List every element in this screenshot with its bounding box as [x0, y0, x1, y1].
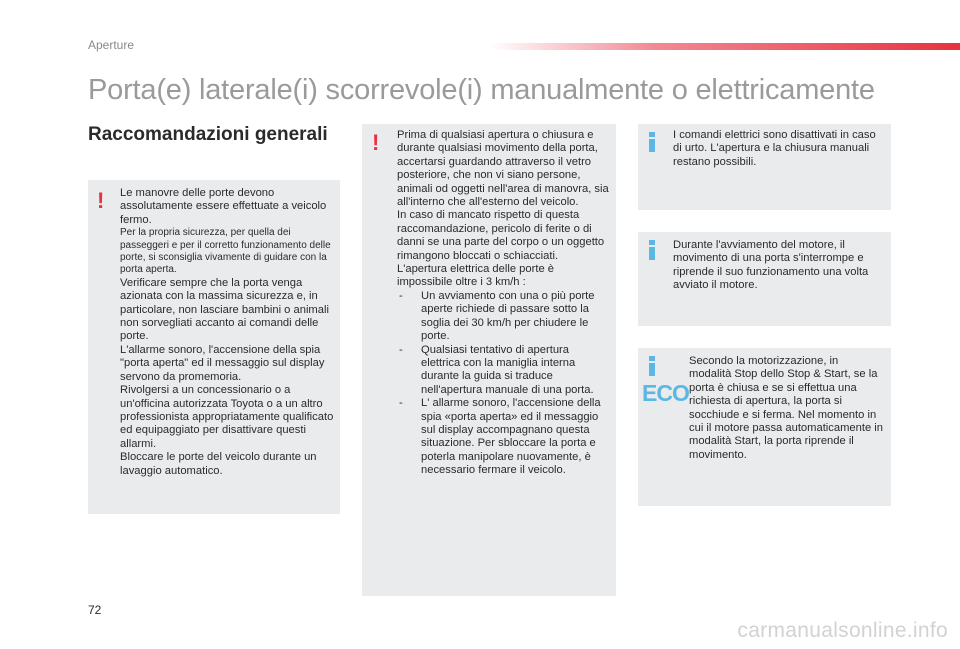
warning-box-general-text: [120, 187, 336, 478]
paragraph: Per la propria sicurezza, per quella dei passeggeri e per il corretto funzionamento delle porte, si sconsiglia vivamente di guidare con la porta aperta.: [120, 227, 331, 276]
page-title: Porta(e) laterale(i) scorrevole(i) manualmente o elettricamente: [88, 74, 875, 106]
warning-icon: !: [372, 130, 380, 155]
section-label: Aperture: [88, 38, 135, 52]
dash: -: [399, 343, 403, 356]
paragraph: Rivolgersi a un concessionario o a un'officina autorizzata Toyota o a un altro professionista appropriatamente qualificato ed equipaggiato per disattivare questi allarmi.: [120, 384, 334, 450]
dash: -: [399, 397, 403, 410]
paragraph: Bloccare le porte del veicolo durante un lavaggio automatico.: [120, 451, 317, 477]
paragraph: In caso di mancato rispetto di questa raccomandazione, pericolo di ferite o di danni se una parte del corpo o un oggetto rimangono bloccati o schiacciati.: [397, 209, 605, 262]
dash-list-item: [397, 397, 611, 477]
dash-list-item: [397, 290, 611, 344]
info-box-stop-start-text: Secondo la motorizzazione, in modalità Stop dello Stop & Start, se la porta è chiusa e se si effettua una richiesta di apertura, la porta si socchiude e si ferma. Nel momento in cui il motore passa automaticamente in modalità Start, la porta riprende il movimento.: [689, 355, 884, 461]
info-icon: [649, 132, 655, 152]
section-heading: Raccomandazioni generali: [88, 124, 328, 145]
dash-list-item: [397, 344, 611, 398]
warning-icon: !: [97, 188, 105, 213]
dash: -: [399, 289, 403, 302]
paragraph: Verificare sempre che la porta venga azionata con la massima sicurezza e, in particolare, non lasciare bambini o animali non sorvegliati accanto ai comandi delle porte.: [120, 276, 329, 343]
list-item-text: L' allarme sonoro, l'accensione della spia «porta aperta» ed il messaggio sul display accompagnano questa situazione. Per sbloccare la porta e poterla manipolare nuovamente, è necessario fermare il veicolo.: [421, 397, 601, 477]
watermark: carmanualsonline.info: [737, 619, 948, 642]
paragraph: Le manovre delle porte devono assolutamente essere effettuate a veicolo fermo.: [120, 187, 327, 226]
warning-box-door-movement-text: [397, 129, 611, 478]
paragraph: L'apertura elettrica delle porte è impossibile oltre i 3 km/h :: [397, 263, 554, 289]
paragraph: Prima di qualsiasi apertura o chiusura e durante qualsiasi movimento della porta, accertarsi guardando attraverso il vetro posteriore, che non vi siano persone, animali od oggetti nell'area di manovra, sia all'interno che all'esterno del veicolo.: [397, 129, 609, 209]
page-number: 72: [88, 603, 102, 617]
info-box-crash-text: I comandi elettrici sono disattivati in caso di urto. L'apertura e la chiusura manuali restano possibili.: [673, 129, 876, 168]
paragraph: L'allarme sonoro, l'accensione della spia "porta aperta" ed il messaggio sul display servono da promemoria.: [120, 343, 325, 383]
list-item-text: Qualsiasi tentativo di apertura elettrica con la maniglia interna durante la guida si traduce nell'apertura manuale di una porta.: [421, 343, 594, 396]
list-item-text: Un avviamento con una o più porte aperte richiede di passare sotto la soglia dei 30 km/h per chiudere le porte.: [421, 289, 595, 343]
info-box-engine-start-text: Durante l'avviamento del motore, il movimento di una porta s'interrompe e riprende il suo funzionamento una volta avviato il motore.: [673, 239, 869, 292]
eco-icon: ECO: [642, 380, 689, 406]
info-icon: [649, 240, 655, 260]
info-icon: [649, 356, 655, 376]
header-accent-bar: [490, 43, 960, 50]
